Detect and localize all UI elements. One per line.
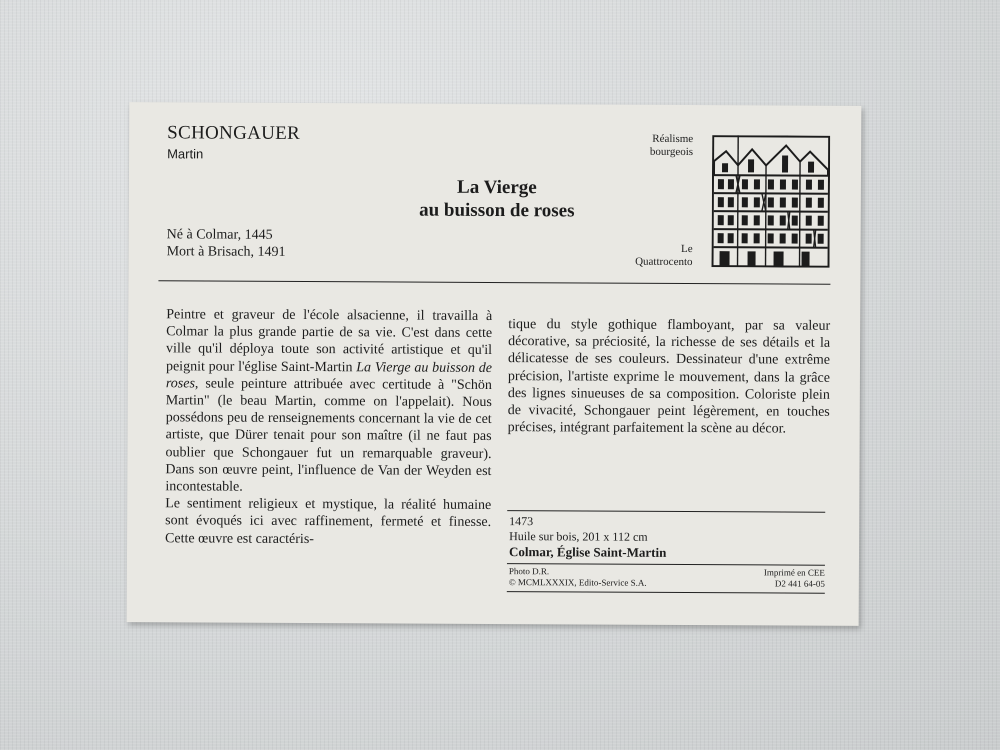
artist-first-name: Martin [167, 146, 204, 162]
description-column-1 [165, 306, 492, 549]
style-label-bottom [635, 243, 693, 269]
death-info: Mort à Brisach, 1491 [166, 244, 286, 260]
style-bottom-line-1: Le [680, 242, 693, 256]
artwork-date: 1473 [509, 514, 534, 529]
description-column-2 [508, 316, 831, 438]
style-top-line-2: bourgeois [649, 145, 694, 159]
info-divider-top [507, 510, 825, 513]
description-text: , seule peinture attribuée avec certitude à "Schön Martin" (le beau Martin, comme on l'appelait). Nous possédons peu de renseignements concernant la vie de cet artiste, que Dürer tenait pour son maître (il ne faut pas oublier que Schongauer fut un remarquable graveur). Dans son œuvre peint, l'influence de Van der Weyden est incontestable. [165, 376, 492, 495]
style-bottom-line-2: Quattrocento [635, 255, 693, 269]
title-line-1: La Vierge [457, 176, 537, 199]
title-line-2: au buisson de roses [419, 199, 575, 222]
artist-dates [167, 226, 286, 261]
birth-info: Né à Colmar, 1445 [166, 227, 273, 243]
half-timbered-houses-icon [712, 135, 831, 268]
art-card [127, 102, 862, 626]
printed-in: Imprimé en CEE [763, 567, 825, 578]
artist-last-name: SCHONGAUER [167, 122, 301, 144]
photo-credit: Photo D.R. [508, 566, 550, 577]
description-paragraph-1 [165, 306, 492, 497]
description-text: Peintre et graveur de l'école alsacienne, il travailla à Colmar la plus grande partie de sa vie. C'est dans cette ville qu'il déploya toute son activité artistique et qu'il peignit pour l'église Saint-Martin [165, 307, 493, 375]
style-label-top [650, 133, 693, 159]
description-paragraph-3: tique du style gothique flamboyant, par sa valeur décorative, sa préciosité, la richesse de ses détails et la délicatesse de ses couleurs. Dessinateur d'une extrême précision, l'artiste exprime le mouvement, dans la grâce des lignes sinueuses de sa composition. Coloriste plein de vivacité, Schongauer peint légèrement, en touches précises, intégrant parfaitement la scène au décor. [507, 317, 831, 437]
style-top-line-1: Réalisme [652, 132, 694, 146]
credits-left [509, 566, 647, 589]
artwork-location: Colmar, Église Saint-Martin [508, 544, 667, 560]
header-divider [158, 280, 830, 285]
artwork-title [365, 175, 629, 222]
artwork-title-italic: La Vierge au buisson de roses [165, 359, 493, 392]
info-divider-bottom [507, 591, 825, 594]
card-reference: D2 441 64-05 [774, 578, 825, 589]
credits-right [764, 567, 825, 589]
description-paragraph-2: Le sentiment religieux et mystique, la réalité humaine sont évoqués ici avec raffinement, fermeté et finesse. Cette œuvre est caractéris- [165, 496, 492, 547]
copyright: © MCMLXXXIX, Edito-Service S.A. [508, 577, 647, 588]
artwork-medium: Huile sur bois, 201 x 112 cm [509, 529, 648, 544]
